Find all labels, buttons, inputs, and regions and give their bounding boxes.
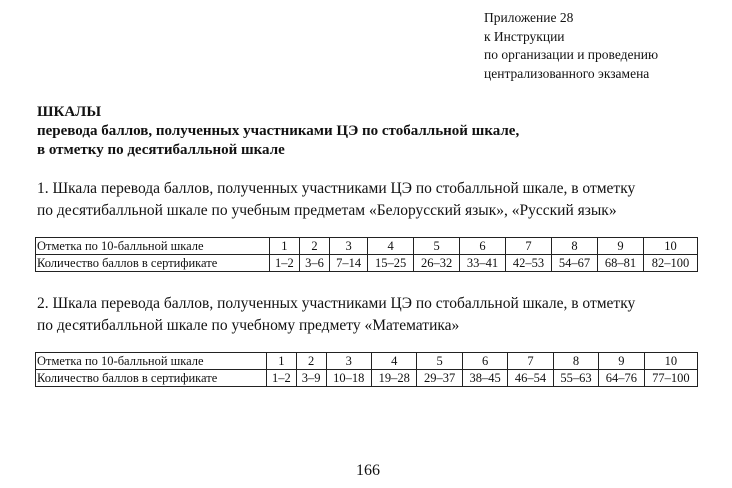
appendix-line: к Инструкции — [484, 28, 565, 44]
mark-cell: 2 — [299, 238, 329, 255]
score-range-cell: 3–6 — [299, 255, 329, 272]
score-range-cell: 54–67 — [552, 255, 598, 272]
score-range-cell: 15–25 — [368, 255, 414, 272]
section-2-line: по десятибалльной шкале по учебному предмету «Математика» — [37, 317, 460, 334]
mark-cell: 7 — [508, 353, 553, 370]
appendix-line: централизованного экзамена — [484, 65, 650, 81]
row-label-marks: Отметка по 10-балльной шкале — [36, 238, 270, 255]
appendix-line: Приложение 28 — [484, 10, 574, 25]
table-row-marks — [36, 238, 698, 255]
score-range-cell: 33–41 — [460, 255, 506, 272]
mark-cell: 3 — [330, 238, 368, 255]
document-title — [37, 103, 519, 160]
score-range-cell: 10–18 — [326, 370, 371, 387]
mark-cell: 2 — [296, 353, 326, 370]
row-label-scores: Количество баллов в сертификате — [36, 370, 267, 387]
mark-cell: 1 — [269, 238, 299, 255]
score-range-cell: 82–100 — [644, 255, 698, 272]
score-range-cell: 38–45 — [462, 370, 507, 387]
score-range-cell: 64–76 — [599, 370, 644, 387]
mark-cell: 8 — [553, 353, 598, 370]
mark-cell: 10 — [644, 238, 698, 255]
score-range-cell: 29–37 — [417, 370, 462, 387]
mark-cell: 7 — [506, 238, 552, 255]
appendix-line: по организации и проведению — [484, 47, 659, 62]
mark-cell: 1 — [267, 353, 297, 370]
section-1-line: по десятибалльной шкале по учебным предметам «Белорусский язык», «Русский язык» — [37, 202, 617, 219]
score-range-cell: 7–14 — [330, 255, 368, 272]
mark-cell: 6 — [462, 353, 507, 370]
score-range-cell: 42–53 — [506, 255, 552, 272]
mark-cell: 8 — [552, 238, 598, 255]
title-line: ШКАЛЫ — [37, 104, 102, 120]
score-range-cell: 3–9 — [296, 370, 326, 387]
section-2-line: 2. Шкала перевода баллов, полученных участниками ЦЭ по стобалльной шкале, в отметку — [37, 295, 636, 312]
score-range-cell: 77–100 — [644, 370, 697, 387]
mark-cell: 5 — [417, 353, 462, 370]
row-label-marks: Отметка по 10-балльной шкале — [36, 353, 267, 370]
table-row-scores — [36, 370, 698, 387]
mark-cell: 4 — [372, 353, 417, 370]
mark-cell: 6 — [460, 238, 506, 255]
table-row-scores — [36, 255, 698, 272]
score-range-cell: 26–32 — [414, 255, 460, 272]
scale-table-languages — [35, 237, 698, 272]
title-line: перевода баллов, полученных участниками ЦЭ по стобалльной шкале, — [37, 123, 520, 139]
row-label-scores: Количество баллов в сертификате — [36, 255, 270, 272]
title-line: в отметку по десятибалльной шкале — [37, 142, 285, 158]
mark-cell: 5 — [414, 238, 460, 255]
mark-cell: 4 — [368, 238, 414, 255]
score-range-cell: 68–81 — [598, 255, 644, 272]
score-range-cell: 55–63 — [553, 370, 598, 387]
table-row-marks — [36, 353, 698, 370]
scale-table-math — [35, 352, 698, 387]
score-range-cell: 1–2 — [269, 255, 299, 272]
score-range-cell: 1–2 — [267, 370, 297, 387]
section-1-line: 1. Шкала перевода баллов, полученных участниками ЦЭ по стобалльной шкале, в отметку — [37, 180, 636, 197]
page-number: 166 — [356, 462, 380, 479]
mark-cell: 3 — [326, 353, 371, 370]
section-1-heading — [37, 178, 635, 222]
appendix-reference — [484, 9, 658, 83]
score-range-cell: 46–54 — [508, 370, 553, 387]
mark-cell: 9 — [598, 238, 644, 255]
section-2-heading — [37, 293, 635, 337]
mark-cell: 10 — [644, 353, 697, 370]
score-range-cell: 19–28 — [372, 370, 417, 387]
mark-cell: 9 — [599, 353, 644, 370]
